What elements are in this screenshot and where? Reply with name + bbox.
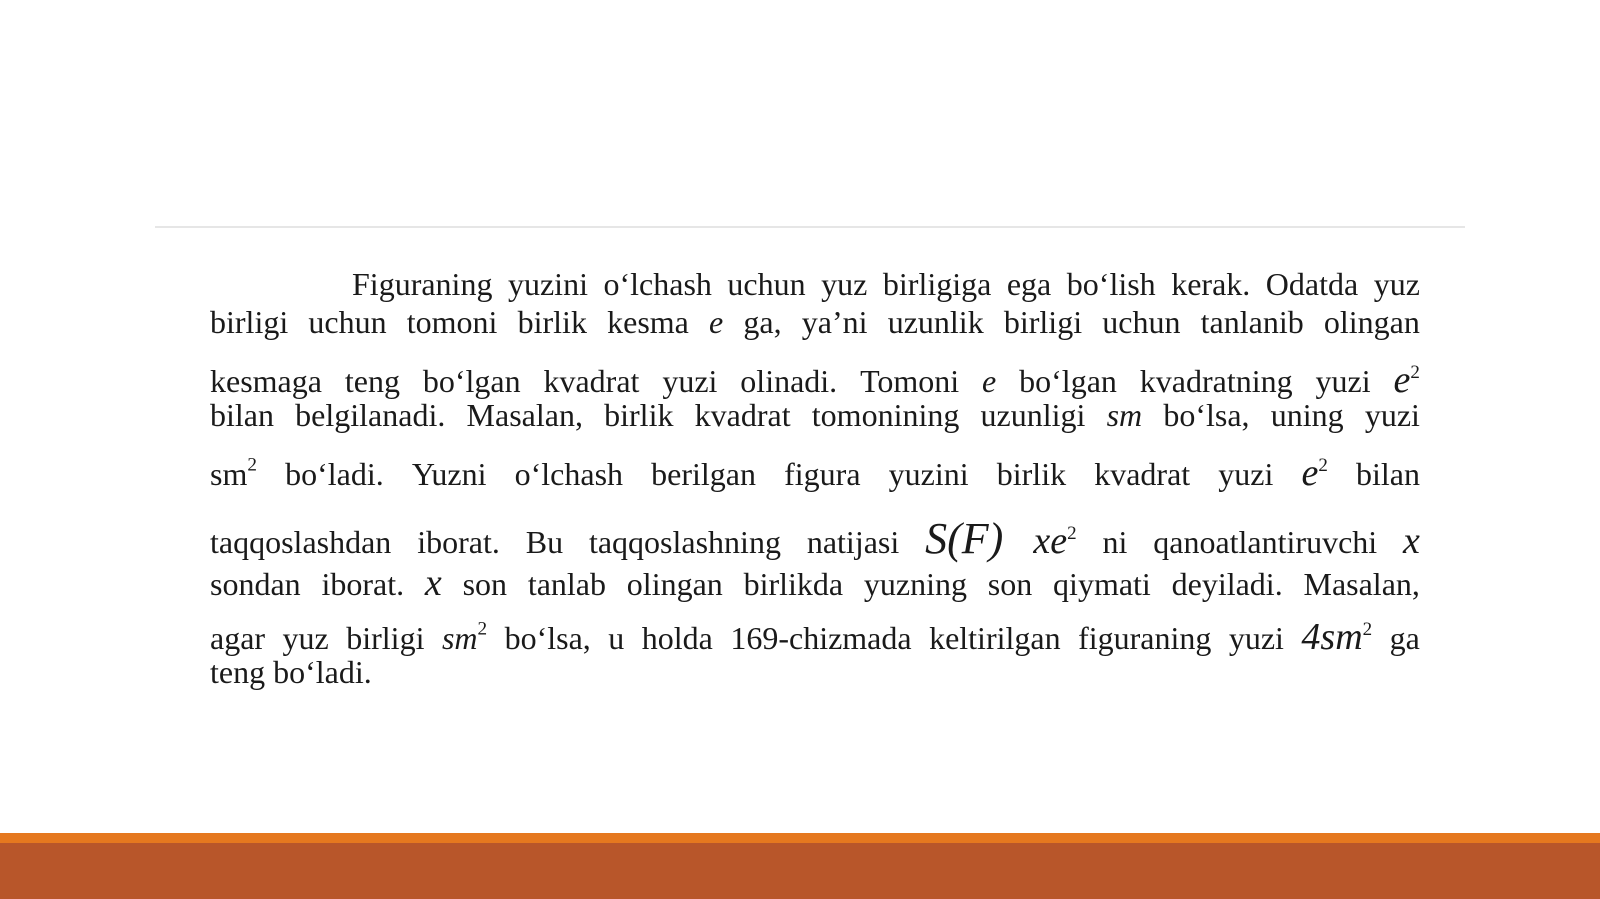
word: taqqoslashdan bbox=[210, 524, 392, 560]
word: yuzini bbox=[507, 266, 588, 302]
word: kvadrat bbox=[1094, 456, 1191, 492]
word: kvadrat bbox=[543, 363, 640, 399]
word: kesma bbox=[607, 304, 689, 340]
math-x: x bbox=[424, 562, 442, 604]
math-base: 4sm bbox=[1301, 616, 1363, 658]
word: keltirilgan bbox=[929, 620, 1061, 656]
math-base: xe bbox=[1033, 520, 1068, 562]
word: yuzi bbox=[662, 363, 718, 399]
word: o‘lchash bbox=[603, 266, 712, 302]
math-base: e bbox=[1393, 359, 1411, 401]
word: tomonining bbox=[811, 397, 960, 433]
word: agar bbox=[210, 620, 266, 656]
word: qiymati bbox=[1053, 566, 1151, 602]
word: ya’ni bbox=[801, 304, 868, 340]
math-s-of-f: S(F) bbox=[925, 514, 1004, 563]
math-sm-squared bbox=[441, 618, 488, 656]
line-1 bbox=[210, 268, 1420, 300]
word: birlik bbox=[604, 397, 674, 433]
word: olinadi. bbox=[740, 363, 838, 399]
word: taqqoslashning bbox=[588, 524, 781, 560]
math-xe-squared bbox=[1033, 520, 1076, 562]
word: bilan bbox=[1356, 456, 1420, 492]
word: teng bbox=[344, 363, 400, 399]
line-7 bbox=[210, 564, 1420, 602]
word: ga, bbox=[743, 304, 782, 340]
word: Tomoni bbox=[860, 363, 960, 399]
word: berilgan bbox=[651, 456, 756, 492]
word: uchun bbox=[1102, 304, 1181, 340]
word: yuzi bbox=[1218, 456, 1274, 492]
word: birligiga bbox=[882, 266, 992, 302]
line-4 bbox=[210, 399, 1420, 431]
word: tanlanib bbox=[1200, 304, 1304, 340]
word: birligi bbox=[210, 304, 289, 340]
title-divider bbox=[155, 226, 1465, 228]
word: yuzi bbox=[1228, 620, 1284, 656]
unit-sm-squared bbox=[210, 454, 257, 492]
math-exponent: 2 bbox=[1362, 618, 1373, 640]
word: u bbox=[608, 620, 625, 656]
word: bo‘lish bbox=[1066, 266, 1156, 302]
word: kerak. bbox=[1171, 266, 1251, 302]
word: bilan bbox=[210, 397, 274, 433]
math-exponent: 2 bbox=[477, 618, 488, 640]
word: uchun bbox=[308, 304, 387, 340]
math-base: e bbox=[1301, 452, 1319, 494]
word: kvadrat bbox=[694, 397, 791, 433]
line-8 bbox=[210, 618, 1420, 656]
word: deyiladi. bbox=[1171, 566, 1283, 602]
word: iborat. bbox=[417, 524, 500, 560]
math-4sm-squared bbox=[1301, 618, 1372, 656]
word: bo‘lsa, bbox=[504, 620, 591, 656]
word: Masalan, bbox=[466, 397, 583, 433]
word: birligi bbox=[346, 620, 425, 656]
word: birlikda bbox=[743, 566, 844, 602]
word: qanoatlantiruvchi bbox=[1153, 524, 1378, 560]
word: uning bbox=[1270, 397, 1344, 433]
word: ga bbox=[1389, 620, 1420, 656]
word: figuraning bbox=[1078, 620, 1212, 656]
word: bo‘lgan bbox=[1019, 363, 1117, 399]
word: olingan bbox=[1323, 304, 1420, 340]
math-sm: sm bbox=[1106, 397, 1143, 433]
word: yuzi bbox=[1364, 397, 1420, 433]
word: yuz bbox=[1373, 266, 1420, 302]
word: iborat. bbox=[321, 566, 405, 602]
word: yuz bbox=[821, 266, 868, 302]
word: birligi bbox=[1003, 304, 1083, 340]
unit-exponent: 2 bbox=[247, 454, 257, 476]
math-exponent: 2 bbox=[1067, 522, 1077, 544]
word: birlik bbox=[996, 456, 1067, 492]
word: Odatda bbox=[1265, 266, 1359, 302]
word: tanlab bbox=[527, 566, 606, 602]
word: Figuraning bbox=[352, 266, 493, 302]
math-exponent: 2 bbox=[1410, 361, 1420, 383]
math-x: x bbox=[1403, 520, 1420, 562]
word: bo‘ladi. bbox=[285, 456, 384, 492]
line-2 bbox=[210, 306, 1420, 338]
word: 169-chizmada bbox=[730, 620, 912, 656]
math-e-squared bbox=[1302, 454, 1328, 492]
math-e: e bbox=[709, 304, 724, 340]
line-3 bbox=[210, 361, 1420, 399]
word: Masalan, bbox=[1303, 566, 1420, 602]
word: teng bo‘ladi. bbox=[210, 654, 372, 690]
math-e-squared bbox=[1394, 361, 1420, 399]
word: holda bbox=[641, 620, 713, 656]
footer-accent-strip bbox=[0, 833, 1600, 843]
word: kesmaga bbox=[210, 363, 322, 399]
word: bo‘lsa, bbox=[1163, 397, 1250, 433]
word: yuzning bbox=[863, 566, 967, 602]
line-6 bbox=[210, 514, 1420, 563]
math-e: e bbox=[982, 363, 997, 399]
word: bo‘lgan bbox=[422, 363, 521, 399]
word: tomoni bbox=[406, 304, 498, 340]
word: uzunligi bbox=[980, 397, 1086, 433]
line-9 bbox=[210, 656, 1420, 688]
footer-bar bbox=[0, 843, 1600, 899]
word: ega bbox=[1006, 266, 1052, 302]
word: ni bbox=[1102, 524, 1128, 560]
word: figura bbox=[784, 456, 861, 492]
math-equation bbox=[925, 514, 1077, 563]
math-base: sm bbox=[441, 620, 478, 656]
word: natijasi bbox=[806, 524, 900, 560]
word: Bu bbox=[525, 524, 564, 560]
word: yuzini bbox=[888, 456, 969, 492]
line-5 bbox=[210, 454, 1420, 492]
word: son bbox=[987, 566, 1033, 602]
word: belgilanadi. bbox=[295, 397, 446, 433]
word: uchun bbox=[727, 266, 806, 302]
word: Yuzni bbox=[411, 456, 487, 492]
word: o‘lchash bbox=[514, 456, 624, 492]
word: sondan bbox=[210, 566, 301, 602]
word: son bbox=[462, 566, 508, 602]
unit-base: sm bbox=[210, 456, 248, 492]
word: birlik bbox=[517, 304, 587, 340]
word: olingan bbox=[626, 566, 723, 602]
word: yuzi bbox=[1315, 363, 1371, 399]
math-exponent: 2 bbox=[1318, 454, 1328, 476]
word: uzunlik bbox=[887, 304, 984, 340]
word: kvadratning bbox=[1139, 363, 1293, 399]
word: yuz bbox=[282, 620, 329, 656]
